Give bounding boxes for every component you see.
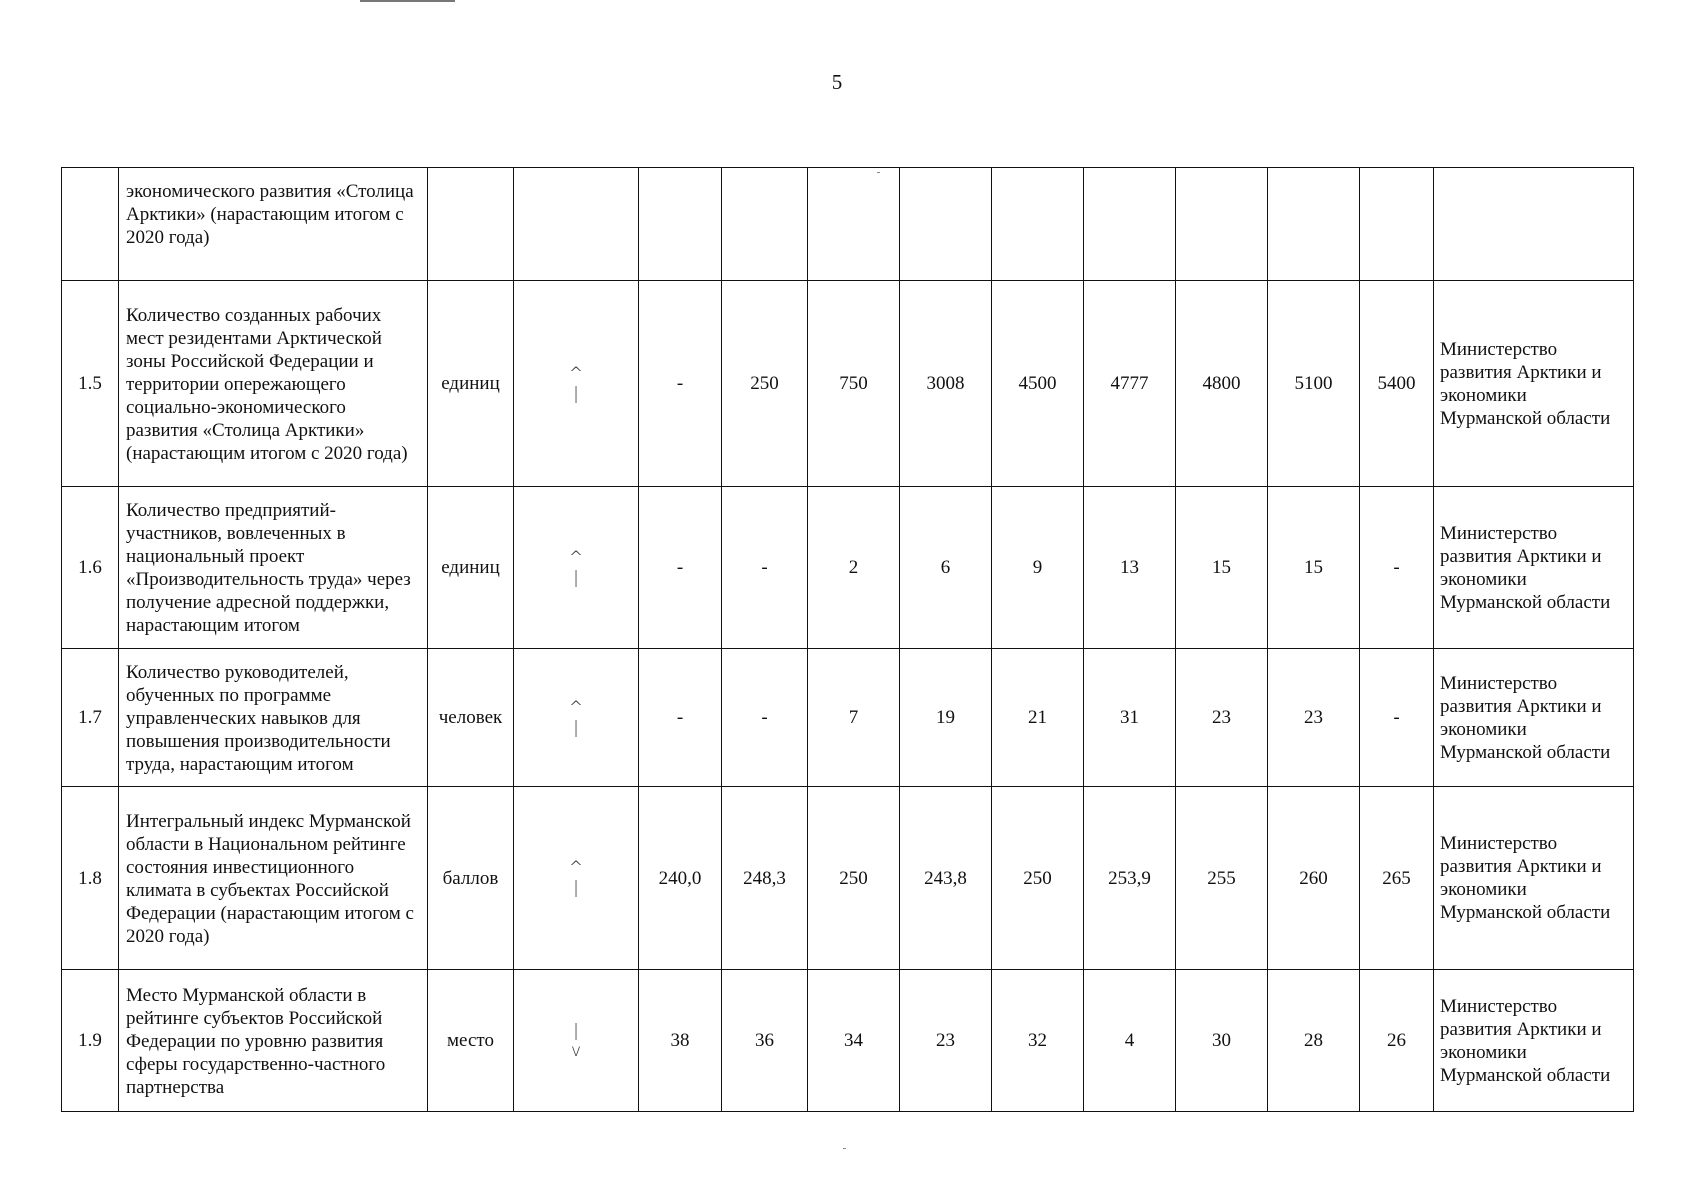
value-cell: 4800 [1176,281,1268,487]
value-cell: 250 [808,787,900,970]
value-cell: 38 [639,970,722,1112]
responsible-cell: Министерство развития Арктики и экономики Мурманской области [1434,649,1634,787]
page-number: 5 [831,70,843,94]
value-cell [1268,168,1360,281]
responsible-cell: Министерство развития Арктики и экономики Мурманской области [1434,970,1634,1112]
row-number: 1.6 [62,487,119,649]
direction-cell [514,281,639,487]
row-number: 1.9 [62,970,119,1112]
value-cell [1360,168,1434,281]
value-cell: - [722,649,808,787]
value-cell: 9 [992,487,1084,649]
value-cell: 23 [1268,649,1360,787]
responsible-cell: Министерство развития Арктики и экономики Мурманской области [1434,281,1634,487]
direction-cell [514,649,639,787]
value-cell: 23 [1176,649,1268,787]
responsible-cell: Министерство развития Арктики и экономики Мурманской области [1434,787,1634,970]
value-cell: 265 [1360,787,1434,970]
value-cell: 30 [1176,970,1268,1112]
value-cell: 36 [722,970,808,1112]
scan-artifact-line [360,0,455,2]
value-cell: 34 [808,970,900,1112]
direction-cell [514,970,639,1112]
table-row [62,787,1634,970]
value-cell [639,168,722,281]
unit-cell: баллов [428,787,514,970]
unit-cell: человек [428,649,514,787]
direction-cell [514,487,639,649]
row-number: 1.7 [62,649,119,787]
table-row [62,281,1634,487]
value-cell: 19 [900,649,992,787]
value-cell: 26 [1360,970,1434,1112]
value-cell: 13 [1084,487,1176,649]
indicator-name: Количество предприятий-участников, вовлеченных в национальный проект «Производительность труда» через получение адресной поддержки, нарастающим итогом [119,487,428,649]
unit-cell: единиц [428,487,514,649]
unit-cell: место [428,970,514,1112]
value-cell [1084,168,1176,281]
value-cell [808,168,900,281]
value-cell [900,168,992,281]
value-cell [722,168,808,281]
row-number: 1.8 [62,787,119,970]
direction-symbol: ^ | [568,547,584,588]
value-cell: - [639,649,722,787]
value-cell: - [639,487,722,649]
value-cell: 250 [992,787,1084,970]
value-cell: 243,8 [900,787,992,970]
responsible-cell [1434,168,1634,281]
scan-artifact-dot [843,1148,846,1149]
table-row [62,970,1634,1112]
value-cell: 255 [1176,787,1268,970]
value-cell: 6 [900,487,992,649]
row-number: 1.5 [62,281,119,487]
value-cell: 750 [808,281,900,487]
direction-symbol: ^ | [568,363,584,404]
indicator-name: Место Мурманской области в рейтинге субъектов Российской Федерации по уровню развития сферы государственно-частного партнерства [119,970,428,1112]
value-cell: 21 [992,649,1084,787]
value-cell: 5400 [1360,281,1434,487]
value-cell: 28 [1268,970,1360,1112]
value-cell: 240,0 [639,787,722,970]
value-cell: 5100 [1268,281,1360,487]
value-cell: 3008 [900,281,992,487]
indicator-name: Интегральный индекс Мурманской области в Национальном рейтинге состояния инвестиционного климата в субъектах Российской Федерации (нарастающим итогом с 2020 года) [119,787,428,970]
value-cell: 260 [1268,787,1360,970]
value-cell: 32 [992,970,1084,1112]
direction-cell [514,787,639,970]
table-row [62,649,1634,787]
value-cell: 4777 [1084,281,1176,487]
table-row [62,168,1634,281]
value-cell [992,168,1084,281]
row-number [62,168,119,281]
value-cell: - [722,487,808,649]
value-cell: 4500 [992,281,1084,487]
value-cell: 15 [1268,487,1360,649]
value-cell: 31 [1084,649,1176,787]
unit-cell [428,168,514,281]
value-cell: 7 [808,649,900,787]
value-cell: 23 [900,970,992,1112]
value-cell: 253,9 [1084,787,1176,970]
value-cell [1176,168,1268,281]
direction-symbol: ^ | [568,858,584,898]
indicator-name: Количество руководителей, обученных по программе управленческих навыков для повышения производительности труда, нарастающим итогом [119,649,428,787]
value-cell: 15 [1176,487,1268,649]
value-cell: - [1360,487,1434,649]
responsible-cell: Министерство развития Арктики и экономики Мурманской области [1434,487,1634,649]
value-cell: 250 [722,281,808,487]
value-cell: 248,3 [722,787,808,970]
direction-cell [514,168,639,281]
table-row [62,487,1634,649]
value-cell: - [639,281,722,487]
direction-symbol: | v [570,1020,582,1061]
value-cell: 2 [808,487,900,649]
unit-cell: единиц [428,281,514,487]
indicator-name: экономического развития «Столица Арктики» (нарастающим итогом с 2020 года) [119,168,428,281]
value-cell: - [1360,649,1434,787]
indicators-table [61,167,1634,1112]
value-cell: 4 [1084,970,1176,1112]
indicator-name: Количество созданных рабочих мест резидентами Арктической зоны Российской Федерации и территории опережающего социально-экономического развития «Столица Арктики» (нарастающим итогом с 2020 года) [119,281,428,487]
direction-symbol: ^ | [568,697,584,738]
